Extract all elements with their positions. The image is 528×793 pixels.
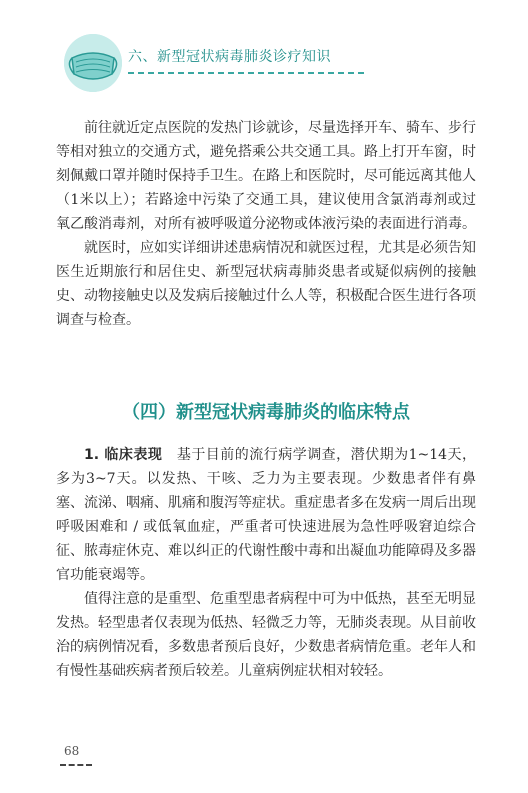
clinical-paragraph <box>56 443 476 587</box>
header-divider <box>128 72 364 74</box>
section-heading: （四）新型冠状病毒肺炎的临床特点 <box>122 402 410 423</box>
page-header <box>64 32 464 92</box>
footer-divider <box>60 764 92 766</box>
body-text-bottom <box>56 443 476 683</box>
chapter-title: 六、新型冠状病毒肺炎诊疗知识 <box>128 49 331 65</box>
paragraph: 值得注意的是重型、危重型患者病程中可为中低热，甚至无明显发热。轻型患者仅表现为低热、轻微乏力等，无肺炎表现。从目前收治的病例情况看，多数患者预后良好，少数患者病情危重。老年人和有慢性基础疾病者预后较差。儿童病例症状相对较轻。 <box>56 591 476 679</box>
item-label: 1. 临床表现 <box>84 447 163 463</box>
paragraph: 前往就近定点医院的发热门诊就诊，尽量选择开车、骑车、步行等相对独立的交通方式，避免搭乘公共交通工具。路上打开车窗，时刻佩戴口罩并随时保持手卫生。在路上和医院时，尽可能远离其他人（1米以上）；若路途中污染了交通工具，建议使用含氯消毒剂或过氧乙酸消毒剂，对所有被呼吸道分泌物或体液污染的表面进行消毒。 <box>56 120 476 232</box>
page-number: 68 <box>64 744 80 758</box>
clinical-text: 基于目前的流行病学调查，潜伏期为1~14天，多为3~7天。以发热、干咳、乏力为主要表现。少数患者伴有鼻塞、流涕、咽痛、肌痛和腹泻等症状。重症患者多在发病一周后出现呼吸困难和 / 或低氧血症，严重者可快速进展为急性呼吸窘迫综合征、脓毒症休克、难以纠正的代谢性酸中毒和出凝血功能障碍及多器官功能衰竭等。 <box>56 447 477 583</box>
paragraph: 就医时，应如实详细讲述患病情况和就医过程，尤其是必须告知医生近期旅行和居住史、新型冠状病毒肺炎患者或疑似病例的接触史、动物接触史以及发病后接触过什么人等，积极配合医生进行各项调查与检查。 <box>56 240 476 328</box>
face-mask-icon <box>64 34 122 92</box>
body-text-top <box>56 116 476 332</box>
